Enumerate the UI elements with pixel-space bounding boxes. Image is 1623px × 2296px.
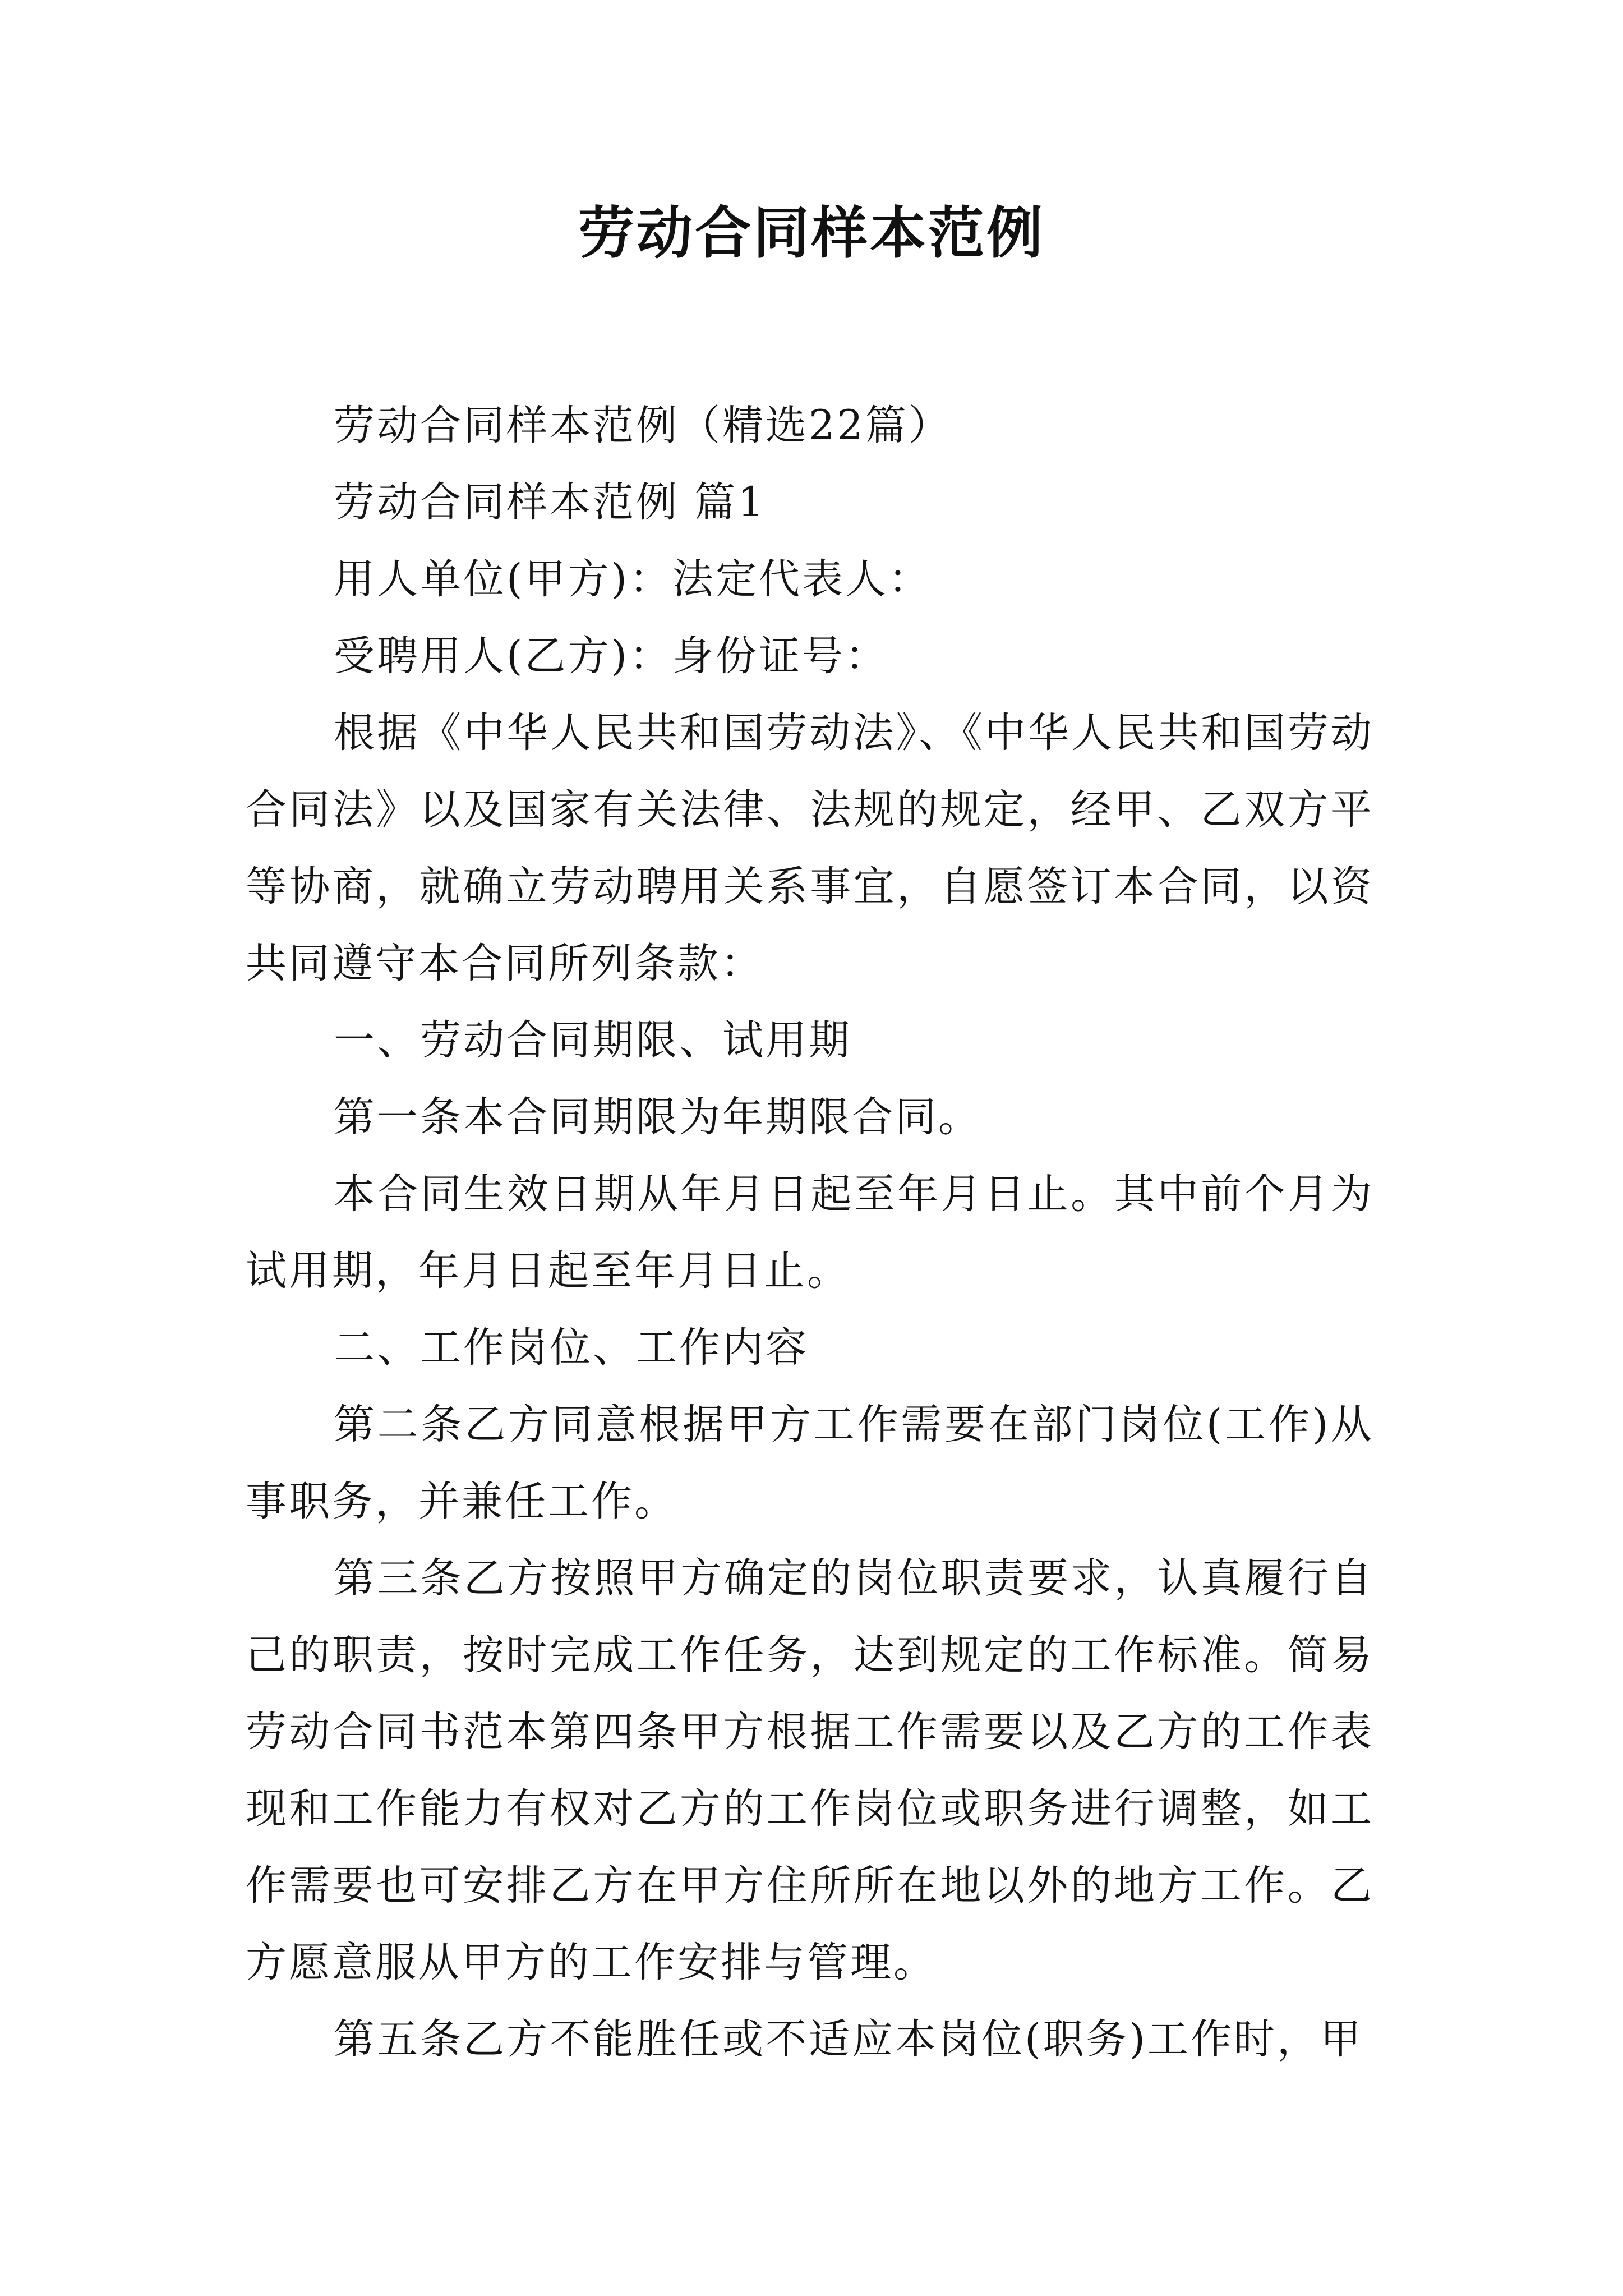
paragraph: 二、工作岗位、工作内容 [334,1324,809,1372]
paragraph: 劳动合同样本范例（精选22篇） [334,402,952,449]
paragraph: 根据《中华人民共和国劳动法》、《中华人民共和国劳动合同法》以及国家有关法律、法规的规定，经甲、乙双方平等协商，就确立劳动聘用关系事宜，自愿签订本合同，以资共同遵守本合同所列条款： [246,709,1374,987]
paragraph: 第二条乙方同意根据甲方工作需要在部门岗位(工作)从事职务，并兼任工作。 [246,1401,1374,1525]
paragraph: 第一条本合同期限为年期限合同。 [334,1093,981,1141]
paragraph: 本合同生效日期从年月日起至年月日止。其中前个月为试用期，年月日起至年月日止。 [246,1170,1374,1295]
paragraph: 一、劳动合同期限、试用期 [334,1016,852,1064]
paragraph: 第五条乙方不能胜任或不适应本岗位(职务)工作时，甲 [334,2016,1363,2063]
document-body [246,387,1374,2078]
paragraph: 用人单位(甲方)：法定代表人： [334,555,932,603]
paragraph: 第三条乙方按照甲方确定的岗位职责要求，认真履行自己的职责，按时完成工作任务，达到规定的工作标准。简易劳动合同书范本第四条甲方根据工作需要以及乙方的工作表现和工作能力有权对乙方的工作岗位或职务进行调整，如工作需要也可安排乙方在甲方住所所在地以外的地方工作。乙方愿意服从甲方的工作安排与管理。 [246,1554,1374,1986]
document-title: 劳动合同样本范例 [578,200,1045,266]
paragraph: 劳动合同样本范例 篇1 [334,478,766,526]
paragraph: 受聘用人(乙方)：身份证号： [334,632,888,680]
